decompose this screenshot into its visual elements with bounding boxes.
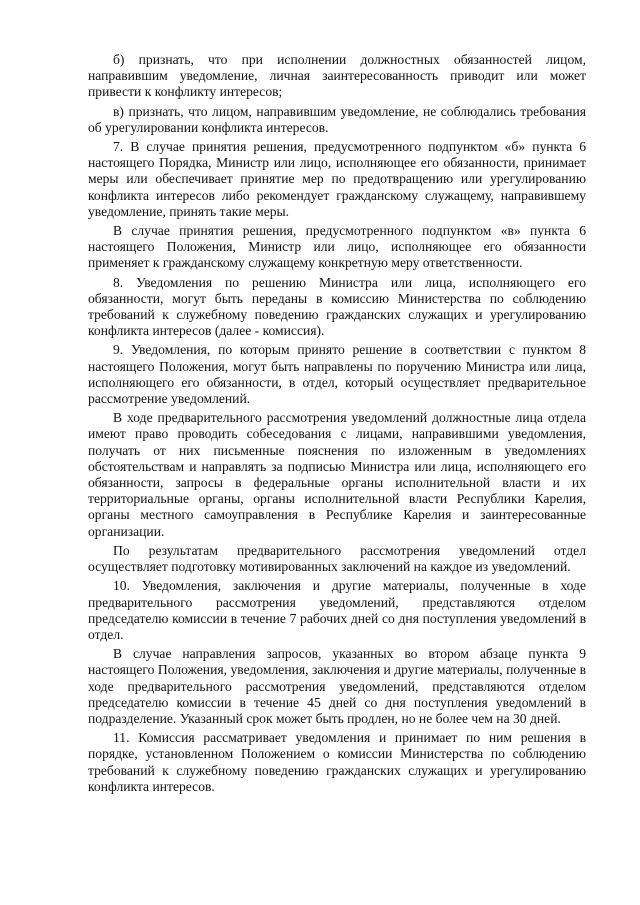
paragraph-8: 8. Уведомления по решению Министра или лица, исполняющего его обязанности, могут быть переданы в комиссию Министерства по соблюдению требований к служебному поведению гражданских служащих и урегулированию конфликта интересов (далее - комиссия). <box>88 274 586 339</box>
paragraph-7-continued: В случае принятия решения, предусмотренного подпунктом «в» пункта 6 настоящего Положения, Министр или лицо, исполняющее его обязанности применяет к гражданскому служащему конкретную меру ответственности. <box>88 223 586 271</box>
paragraph-11: 11. Комиссия рассматривает уведомления и принимает по ним решения в порядке, установленном Положением о комиссии Министерства по соблюдению требований к служебному поведению гражданских служащих и урегулированию конфликта интересов. <box>88 730 586 794</box>
paragraph-9: 9. Уведомления, по которым принято решение в соответствии с пунктом 8 настоящего Положения, могут быть направлены по поручению Министра или лица, исполняющего его обязанности, в отдел, который осуществляет предварительное рассмотрение уведомлений. <box>88 342 586 407</box>
paragraph-6b: б) признать, что при исполнении должностных обязанностей лицом, направившим уведомление, личная заинтересованность приводит или может привести к конфликту интересов; <box>88 52 586 100</box>
paragraph-9-review: В ходе предварительного рассмотрения уведомлений должностные лица отдела имеют право проводить собеседования с лицами, направившими уведомления, получать от них письменные пояснения по изложенным в уведомлениях обстоятельствам и направлять за подписью Министра или лица, исполняющего его обязанности, запросы в федеральные органы исполнительной власти и их территориальные органы, органы исполнительной власти Республики Карелия, органы местного самоуправления в Республике Карелия и заинтересованные организации. <box>88 410 586 539</box>
paragraph-10-requests: В случае направления запросов, указанных во втором абзаце пункта 9 настоящего Положения, уведомления, заключения и другие материалы, полученные в ходе предварительного рассмотрения уведомлений, представляются отделом председателю комиссии в течение 45 дней со дня поступления уведомлений в подразделение. Указанный срок может быть продлен, но не более чем на 30 дней. <box>88 646 586 726</box>
paragraph-6c: в) признать, что лицом, направившим уведомление, не соблюдались требования об урегулировании конфликта интересов. <box>88 103 586 135</box>
document-body <box>88 52 586 798</box>
paragraph-9-results: По результатам предварительного рассмотрения уведомлений отдел осуществляет подготовку мотивированных заключений на каждое из уведомлений. <box>88 542 586 575</box>
paragraph-7: 7. В случае принятия решения, предусмотренного подпунктом «б» пункта 6 настоящего Порядка, Министр или лицо, исполняющее его обязанности, принимает меры или обеспечивает принятие мер по предотвращению или урегулированию конфликта интересов либо рекомендует гражданскому служащему, направившему уведомление, принять такие меры. <box>88 139 586 219</box>
paragraph-10: 10. Уведомления, заключения и другие материалы, полученные в ходе предварительного рассмотрения уведомлений, представляются отделом председателю комиссии в течение 7 рабочих дней со дня поступления уведомлений в отдел. <box>88 578 586 642</box>
